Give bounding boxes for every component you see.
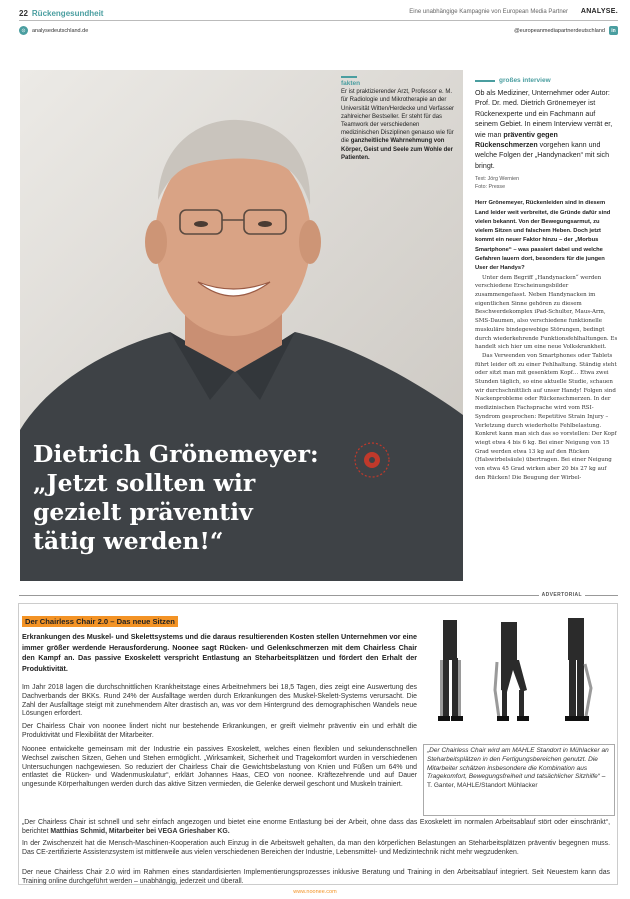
- fakten-label: fakten: [341, 80, 361, 87]
- page-number: 22: [19, 8, 28, 18]
- intro-bold: präventiv gegen Rückenschmerzen: [475, 130, 558, 150]
- interview-question: Herr Grönemeyer, Rückenleiden sind in diesem Land leider weit verbreitet, die Gründe dafür sind vielen bekannt. Von der Bewegungsarmut, zu vielem Sitzen und falschem Heben. Doch jetzt kommt ein neuer Faktor hinzu – der „Morbus Smartphone“ – was passiert dabei und welche Gefahren lauern dort, besonders für die jungen User der Handys?: [475, 200, 611, 272]
- linkedin-icon[interactable]: in: [609, 26, 618, 35]
- intro-text: Ob als Mediziner, Unternehmer oder Autor: Prof. Dr. med. Dietrich Grönemeyer ist Rückenexperte und ein Fachmann auf seinem Gebiet. In einem Interview verrät er, wie man: [475, 89, 613, 139]
- social-handle[interactable]: @europeanmediapartnerdeutschland: [514, 27, 605, 34]
- advertorial-divider: [19, 595, 618, 596]
- answer-paragraph: Unter dem Begriff „Handynacken“ werden verschiedene Erscheinungsbilder zusammengefasst. Neben Handynacken im eigentlichen Sinne gehören zu diesem Beschwerdekomplex iPad-Schulter, Maus-Arm, SMS-Daumen, also verschiedene funktionelle muskuläre bindegewebige Störungen, bedingt durch wiederkehrende Funktionsfehlhaltungen. Es handelt sich hier um eine neue Volkskrankheit.: [475, 274, 618, 351]
- interview-column: [475, 76, 618, 483]
- article-headline: [33, 440, 333, 556]
- interview-answer: [475, 274, 618, 483]
- sub-header: [19, 26, 618, 38]
- interview-label: [475, 76, 618, 86]
- photo-credit: Foto: Presse: [475, 184, 506, 191]
- testimonial-quote: [423, 744, 615, 816]
- section-title: Rückengesundheit: [31, 8, 104, 18]
- p4-text: „Der Chairless Chair ist schnell und sehr einfach angezogen und bietet eine enorme Entlastung bei der Arbeit, ohne dass das Exoskelett im normalen Arbeitsablauf stört oder einschränkt“, berichtet: [22, 819, 610, 835]
- text-credit: Text: Jörg Wernien: [475, 176, 520, 183]
- quote-author: T. Ganter, MAHLE/Standort Mühlacker: [427, 782, 538, 790]
- advertorial-label: ADVERTORIAL: [539, 592, 585, 598]
- fakten-accent-bar: [341, 76, 357, 78]
- headline-line-4: tätig werden!“: [33, 527, 224, 555]
- advertorial-title: Der Chairless Chair 2.0 – Das neue Sitzen: [22, 616, 178, 627]
- social-link[interactable]: [514, 26, 618, 35]
- exoskeleton-photo: [423, 610, 615, 736]
- interview-label-text: großes interview: [499, 77, 551, 84]
- headline-line-2: „Jetzt sollten wir: [33, 469, 256, 497]
- advertorial-paragraph-1: Im Jahr 2018 lagen die durchschnittlichen Krankheitstage eines Arbeitnehmers bei 18,5 Tagen, dies zeigt eine Auswertung des Dachverbands der BKKs. Rund 24% der Ausfalltage werden durch Erkrankungen des Muskel-Skelett-Systems verursacht. Die Zahl der Ausfalltage steigt mit zunehmendem Alter drastisch an, was vor dem Hintergrund des demographischen Wandels neue Lösungen erfordert.: [22, 684, 417, 718]
- brand-logo: ANALYSE.: [580, 8, 618, 15]
- page-header: [19, 6, 618, 20]
- header-divider: [19, 20, 618, 21]
- exoskeleton-illustration: [423, 610, 615, 736]
- interview-intro: [475, 88, 618, 171]
- credits: [475, 175, 618, 191]
- advertorial-paragraph-4: [22, 819, 610, 837]
- quote-text: „Der Chairless Chair wird am MAHLE Standort in Mühlacker an Steharbeitsplätzen in den Fertigungsbereichen genutzt. Die Mitarbeiter schätzen insbesondere die Kombination aus Tragekomfort, Bewegungsfreiheit und tatsächlicher Sitzhilfe“ –: [427, 747, 609, 781]
- answer-paragraph: Das Verwenden von Smartphones oder Tablets führt leider oft zu einer Fehlhaltung. Ständig steht oder sitzt man mit gesenktem Kopf… Etwa zwei Stunden täglich, so eine aktuelle Studie, schauen wir durchschnittlich auf unser Handy! Folgen sind Nackenprobleme oder Rückenschmerzen. In der medizinischen Fachsprache wird vom RSI-Syndrom gesprochen: Repetitive Strain Injury – Verletzung durch wiederholte Fehlbelastung. Konkret kann man sich das so vorstellen: Der Kopf wiegt etwa 4 bis 6 kg. Bei einer Neigung von 15 Grad werden etwa 13 kg auf den Rücken (Halswirbelsäule) übertragen. Bei einer Neigung von etwa 45 Grad wirken aber 20 bis 27 kg auf den Rücken! Die Beugung der Wirbel-: [475, 352, 617, 481]
- globe-icon: ⊙: [19, 26, 28, 35]
- fakten-bold: ganzheitliche Wahrnehmung von Körper, Geist und Seele zum Wohle der Patienten.: [341, 138, 453, 161]
- headline-line-1: Dietrich Grönemeyer:: [33, 440, 319, 468]
- advertorial-paragraph-2: Der Chairless Chair von noonee lindert nicht nur bestehende Erkrankungen, er greift vielmehr präventiv ein und erhält die Produktivität und Flexibilität der Mitarbeiter.: [22, 723, 417, 739]
- advertorial-paragraph-5: In der Zwischenzeit hat die Mensch-Maschinen-Kooperation auch Einzug in die Arbeitswelt gehalten, da man den körperlichen Belastungen an Steharbeitsplätzen präventiv begegnen muss. Das CE-zertifizierte Assistenzsystem ist mittlerweile aus vielen verschiedenen Bereichen der Industrie, Lebensmittel- und Medizintechnik nicht mehr wegzudenken.: [22, 840, 610, 856]
- kampagne-text: Eine unabhängige Kampagnie von European Media Partner: [409, 9, 568, 15]
- website-url[interactable]: analysedeutschland.de: [32, 27, 89, 34]
- website-link[interactable]: [19, 26, 88, 35]
- fakten-box: [341, 76, 458, 162]
- fakten-body: Er ist praktizierender Arzt, Professor e. M. für Radiologie und Mikrotherapie an der Universität Witten/Herdecke und Verfasser zahlreicher Bestseller. Er steht für das Teamwork der verschiedenen medizinischen Disziplinen genauso wie für die: [341, 89, 455, 145]
- intro-end: vorgehen kann und welche Folgen der „Handynacken“ mit sich bringt.: [475, 141, 610, 170]
- fakten-text: [341, 88, 458, 162]
- advertorial-paragraph-3: Noonee entwickelte gemeinsam mit der Industrie ein passives Exoskelett, welches einen flexiblen und sekundenschnellen Wechsel zwischen Sitzen, Gehen und Stehen ermöglicht. „Wirksamkeit, Sicherheit und Tragekomfort wurden in verschiedenen Untersuchungen nachgewiesen. So reduziert der Chairless Chair die Gewichtsbelastung von Knien und Füßen um 64% und entlastet die Rücken- und Wadenmuskulatur“, erklärt Johannes Haas, CEO von noonee. Kräftezehrende und auf Dauer ungesunde Körperhaltungen werden durch das aktive Sitzen vermieden, die Gelenke derweil geschont und Muskeln trainiert.: [22, 746, 417, 789]
- interview-accent-bar: [475, 80, 495, 82]
- advertorial-lead: Erkrankungen des Muskel- und Skelettsystems und die daraus resultierenden Kosten stellen Unternehmen vor eine immer größer werdende Herausforderung. Noonee sagt Rücken- und Gelenkschmerzen mit dem Chairless Chair den Kampf an. Das passive Exoskelett verspricht Entlastung an Steharbeitsplätzen und fördert den Erhalt der Produktivität.: [22, 632, 417, 673]
- footer-url[interactable]: www.noonee.com: [293, 889, 337, 895]
- headline-line-3: gezielt präventiv: [33, 498, 253, 526]
- advertorial-paragraph-6: Der neue Chairless Chair 2.0 wird im Rahmen eines standardisierten Implementierungsprozesses inklusive Beratung und Training in den Arbeitsablauf integriert. Seit Neuestem kann das Training online durchgeführt werden – unabhängig, jederzeit und überall.: [22, 869, 610, 885]
- p4-bold: Matthias Schmid, Mitarbeiter bei VEGA Grieshaber KG.: [50, 827, 230, 835]
